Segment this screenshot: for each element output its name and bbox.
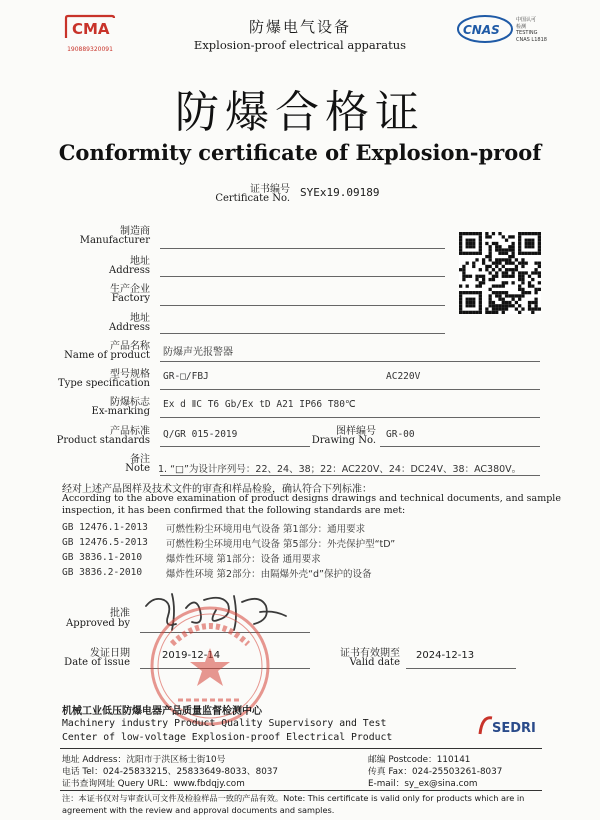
qr-code bbox=[459, 232, 541, 314]
underline-factory-address bbox=[160, 333, 445, 334]
value-note: 1. “□”为设计序列号：22、24、38；22：AC220V、24：DC24V、38：AC380V。 bbox=[158, 464, 522, 475]
label-drawing-cn: 图样编号 bbox=[336, 426, 376, 437]
label-note-en: Note bbox=[125, 463, 150, 474]
value-exmarking: Ex d ⅡC T6 Gb/Ex tD A21 IP66 T80℃ bbox=[163, 399, 356, 410]
label-manufacturer-cn: 制造商 bbox=[120, 226, 150, 237]
contact-phone: 电话 Tel：024-25833215、25833649-8033、8037 bbox=[62, 767, 278, 777]
label-standards-en: Product standards bbox=[56, 435, 150, 446]
issue-date-value: 2019-12-14 bbox=[162, 650, 221, 661]
underline-address bbox=[160, 276, 445, 277]
approved-label-en: Approved by bbox=[65, 618, 130, 629]
cert-no-label-cn: 证书编号 bbox=[250, 184, 290, 195]
sedri-mark-icon bbox=[476, 712, 546, 738]
underline-product-name bbox=[160, 361, 540, 362]
value-voltage: AC220V bbox=[386, 371, 421, 382]
cnas-line-2: 检测 bbox=[516, 24, 527, 30]
label-address-cn: 地址 bbox=[130, 256, 150, 267]
label-factory-en: Factory bbox=[111, 293, 150, 304]
label-manufacturer-en: Manufacturer bbox=[79, 235, 150, 246]
value-standard: Q/GR 015-2019 bbox=[163, 429, 238, 440]
header-title-cn: 防爆电气设备 bbox=[248, 18, 351, 36]
contact-query: 证书查询网址 Query URL：www.fbdqjy.com bbox=[62, 779, 245, 789]
underline-valid-date bbox=[406, 668, 516, 669]
cma-number: 190889320091 bbox=[67, 46, 113, 53]
footer-note-2: agreement with the review and approval documents and samples. bbox=[62, 805, 335, 815]
standard-name-1: 可燃性粉尘环境用电气设备 第1部分：通用要求 bbox=[166, 524, 366, 535]
sedri-text: SEDRI bbox=[492, 721, 536, 736]
contact-address: 地址 Address：沈阳市于洪区杨士街10号 bbox=[62, 755, 226, 765]
statement-cn: 经对上述产品图样及技术文件的审查和样品检验，确认符合下列标准： bbox=[62, 484, 372, 495]
underline-type bbox=[160, 389, 540, 390]
label-exmarking-cn: 防爆标志 bbox=[110, 397, 150, 408]
cnas-mark-icon bbox=[456, 14, 514, 44]
org-name-en-1: Machinery industry Product Quality Supervisory and Test bbox=[62, 718, 387, 729]
underline-note bbox=[160, 475, 540, 476]
value-product-name: 防爆声光报警器 bbox=[163, 347, 233, 358]
issue-date-label-cn: 发证日期 bbox=[90, 648, 130, 659]
cma-text: CMA bbox=[72, 20, 110, 38]
label-product-name-en: Name of product bbox=[64, 350, 150, 361]
contact-email: E-mail：sy_ex@sina.com bbox=[368, 779, 478, 789]
standard-name-4: 爆炸性环境 第2部分：由隔爆外壳“d”保护的设备 bbox=[166, 569, 372, 580]
contact-fax: 传真 Fax：024-25503261-8037 bbox=[368, 767, 503, 777]
cnas-line-1: 中国认可 bbox=[516, 17, 537, 23]
main-title-en: Conformity certificate of Explosion-proof bbox=[58, 140, 542, 165]
sedri-logo bbox=[476, 712, 546, 738]
cnas-line-3: TESTING bbox=[516, 30, 538, 36]
value-type: GR-□/FBJ bbox=[163, 371, 209, 382]
underline-standard bbox=[160, 446, 310, 447]
label-note-cn: 备注 bbox=[130, 454, 150, 465]
label-type-cn: 型号规格 bbox=[110, 369, 150, 380]
divider-bottom bbox=[60, 790, 542, 791]
label-factory-address-cn: 地址 bbox=[130, 313, 150, 324]
standard-name-3: 爆炸性环境 第1部分：设备 通用要求 bbox=[166, 554, 321, 565]
label-drawing-en: Drawing No. bbox=[311, 435, 376, 446]
footer-note-1: 注：本证书仅对与审查认可文件及检验样品一致的产品有效。Note: This certificate is valid only for products which are in bbox=[62, 793, 525, 803]
underline-manufacturer bbox=[160, 248, 445, 249]
label-type-en: Type specification bbox=[58, 378, 150, 389]
org-name-en-2: Center of low-voltage Explosion-proof Electrical Product bbox=[62, 732, 393, 743]
cnas-line-4: CNAS L1818 bbox=[516, 37, 547, 43]
cnas-logo bbox=[456, 14, 556, 54]
value-drawing: GR-00 bbox=[386, 429, 415, 440]
standard-name-2: 可燃性粉尘环境用电气设备 第5部分：外壳保护型“tD” bbox=[166, 539, 396, 550]
label-address-en: Address bbox=[109, 265, 150, 276]
valid-date-label-en: Valid date bbox=[349, 657, 400, 668]
standard-code-4: GB 3836.2-2010 bbox=[62, 567, 143, 578]
header-title-en: Explosion-proof electrical apparatus bbox=[193, 38, 407, 52]
underline-drawing bbox=[380, 446, 540, 447]
statement-en-1: According to the above examination of product designs drawings and technical documents, and sample bbox=[62, 493, 561, 504]
contact-postcode: 邮编 Postcode：110141 bbox=[368, 755, 471, 765]
label-standards-cn: 产品标准 bbox=[110, 426, 150, 437]
divider-top bbox=[60, 748, 542, 749]
label-exmarking-en: Ex-marking bbox=[91, 406, 150, 417]
main-title-cn: 防爆合格证 bbox=[175, 87, 425, 138]
valid-date-value: 2024-12-13 bbox=[416, 650, 475, 661]
valid-date-label-cn: 证书有效期至 bbox=[340, 648, 400, 659]
statement-en-2: inspection, it has been confirmed that the following standards are met: bbox=[62, 505, 406, 516]
underline-factory bbox=[160, 305, 445, 306]
standard-code-3: GB 3836.1-2010 bbox=[62, 552, 143, 563]
org-name-cn: 机械工业低压防爆电器产品质量监督检测中心 bbox=[62, 706, 262, 717]
cert-no-label-en: Certificate No. bbox=[215, 193, 290, 204]
standard-code-1: GB 12476.1-2013 bbox=[62, 522, 148, 533]
label-product-name-cn: 产品名称 bbox=[110, 341, 150, 352]
label-factory-cn: 生产企业 bbox=[110, 284, 150, 295]
label-factory-address-en: Address bbox=[109, 322, 150, 333]
underline-exmarking bbox=[160, 417, 540, 418]
cnas-text: CNAS bbox=[463, 23, 500, 37]
qr-code-icon bbox=[459, 232, 541, 314]
approved-label-cn: 批准 bbox=[110, 608, 130, 619]
standard-code-2: GB 12476.5-2013 bbox=[62, 537, 148, 548]
cert-no-value: SYEx19.09189 bbox=[300, 186, 380, 199]
issue-date-label-en: Date of issue bbox=[64, 657, 130, 668]
